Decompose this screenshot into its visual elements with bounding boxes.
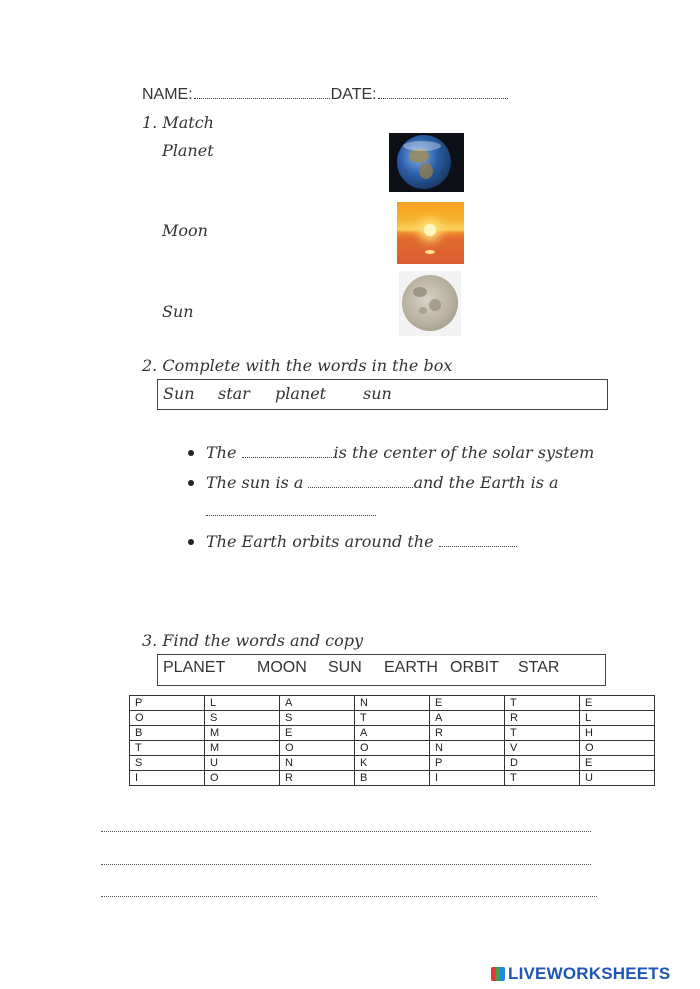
date-label: DATE: (330, 86, 377, 103)
section2-heading: 2. Complete with the words in the box (142, 356, 453, 375)
grid-cell[interactable]: E (280, 726, 355, 741)
grid-cell[interactable]: N (355, 696, 430, 711)
grid-row (130, 696, 655, 711)
section3-heading: 3. Find the words and copy (142, 631, 364, 650)
blank-1[interactable] (242, 456, 334, 458)
word-bank-item: star (218, 384, 250, 403)
word-list-item: ORBIT (450, 659, 499, 676)
answer-line[interactable] (101, 895, 597, 897)
grid-cell[interactable]: S (205, 711, 280, 726)
word-list-item: EARTH (384, 659, 438, 676)
grid-cell[interactable]: N (280, 756, 355, 771)
grid-cell[interactable]: O (130, 711, 205, 726)
moon-image[interactable] (399, 271, 461, 336)
name-date-header (142, 86, 509, 104)
grid-cell[interactable]: D (505, 756, 580, 771)
word-list-item: MOON (257, 659, 307, 676)
grid-cell[interactable]: T (130, 741, 205, 756)
grid-cell[interactable]: T (355, 711, 430, 726)
grid-row (130, 771, 655, 786)
grid-row (130, 726, 655, 741)
grid-cell[interactable]: P (430, 756, 505, 771)
grid-cell[interactable]: R (505, 711, 580, 726)
grid-cell[interactable]: U (205, 756, 280, 771)
grid-cell[interactable]: B (130, 726, 205, 741)
answer-line[interactable] (101, 863, 591, 865)
sentence-1 (206, 443, 594, 462)
grid-cell[interactable]: V (505, 741, 580, 756)
word-list-item: STAR (518, 659, 560, 676)
grid-cell[interactable]: A (355, 726, 430, 741)
sentence-text: The (206, 443, 237, 462)
grid-cell[interactable]: I (130, 771, 205, 786)
sentence-text: is the center of the solar system (333, 443, 595, 462)
word-bank-box (157, 379, 608, 410)
sentence-2 (206, 473, 559, 492)
liveworksheets-logo (491, 964, 670, 984)
sentence-text: and the Earth is a (413, 473, 559, 492)
grid-cell[interactable]: E (430, 696, 505, 711)
grid-cell[interactable]: O (205, 771, 280, 786)
word-list-item: SUN (328, 659, 362, 676)
grid-cell[interactable]: U (580, 771, 655, 786)
grid-cell[interactable]: M (205, 741, 280, 756)
bullet-icon (188, 450, 194, 456)
date-blank[interactable] (378, 97, 508, 99)
grid-cell[interactable]: O (355, 741, 430, 756)
grid-cell[interactable]: O (280, 741, 355, 756)
bullet-icon (188, 480, 194, 486)
grid-row (130, 756, 655, 771)
sentence-text: The Earth orbits around the (206, 532, 434, 551)
grid-cell[interactable]: T (505, 696, 580, 711)
logo-text: LIVEWORKSHEETS (508, 964, 671, 983)
grid-cell[interactable]: A (280, 696, 355, 711)
grid-cell[interactable]: H (580, 726, 655, 741)
name-blank[interactable] (194, 97, 330, 99)
grid-cell[interactable]: S (280, 711, 355, 726)
name-label: NAME: (142, 86, 193, 103)
grid-cell[interactable]: R (430, 726, 505, 741)
grid-cell[interactable]: P (130, 696, 205, 711)
match-word-sun[interactable]: Sun (162, 302, 194, 321)
blank-3[interactable] (206, 514, 376, 516)
grid-cell[interactable]: A (430, 711, 505, 726)
earth-image[interactable] (389, 133, 464, 192)
grid-cell[interactable]: I (430, 771, 505, 786)
sentence-text: The sun is a (206, 473, 304, 492)
match-word-planet[interactable]: Planet (162, 141, 214, 160)
blank-4[interactable] (439, 545, 517, 547)
grid-cell[interactable]: E (580, 756, 655, 771)
blank-2[interactable] (308, 486, 413, 488)
sun-icon (424, 224, 436, 236)
grid-row (130, 711, 655, 726)
answer-line[interactable] (101, 830, 591, 832)
bullet-icon (188, 539, 194, 545)
grid-cell[interactable]: L (205, 696, 280, 711)
logo-icon (491, 967, 505, 981)
word-list-box (157, 654, 606, 686)
sunset-image[interactable] (397, 202, 464, 264)
word-bank-item: Sun (163, 384, 195, 403)
grid-cell[interactable]: T (505, 726, 580, 741)
grid-cell[interactable]: L (580, 711, 655, 726)
word-bank-item: planet (275, 384, 327, 403)
grid-cell[interactable]: M (205, 726, 280, 741)
grid-cell[interactable]: T (505, 771, 580, 786)
match-word-moon[interactable]: Moon (162, 221, 208, 240)
grid-cell[interactable]: K (355, 756, 430, 771)
grid-row (130, 741, 655, 756)
grid-cell[interactable]: O (580, 741, 655, 756)
grid-cell[interactable]: E (580, 696, 655, 711)
word-search-grid (129, 695, 655, 786)
word-list-item: PLANET (163, 659, 226, 676)
section1-heading: 1. Match (142, 113, 214, 132)
grid-cell[interactable]: N (430, 741, 505, 756)
word-bank-item: sun (363, 384, 392, 403)
grid-cell[interactable]: R (280, 771, 355, 786)
grid-cell[interactable]: B (355, 771, 430, 786)
sentence-3 (206, 532, 517, 551)
grid-cell[interactable]: S (130, 756, 205, 771)
